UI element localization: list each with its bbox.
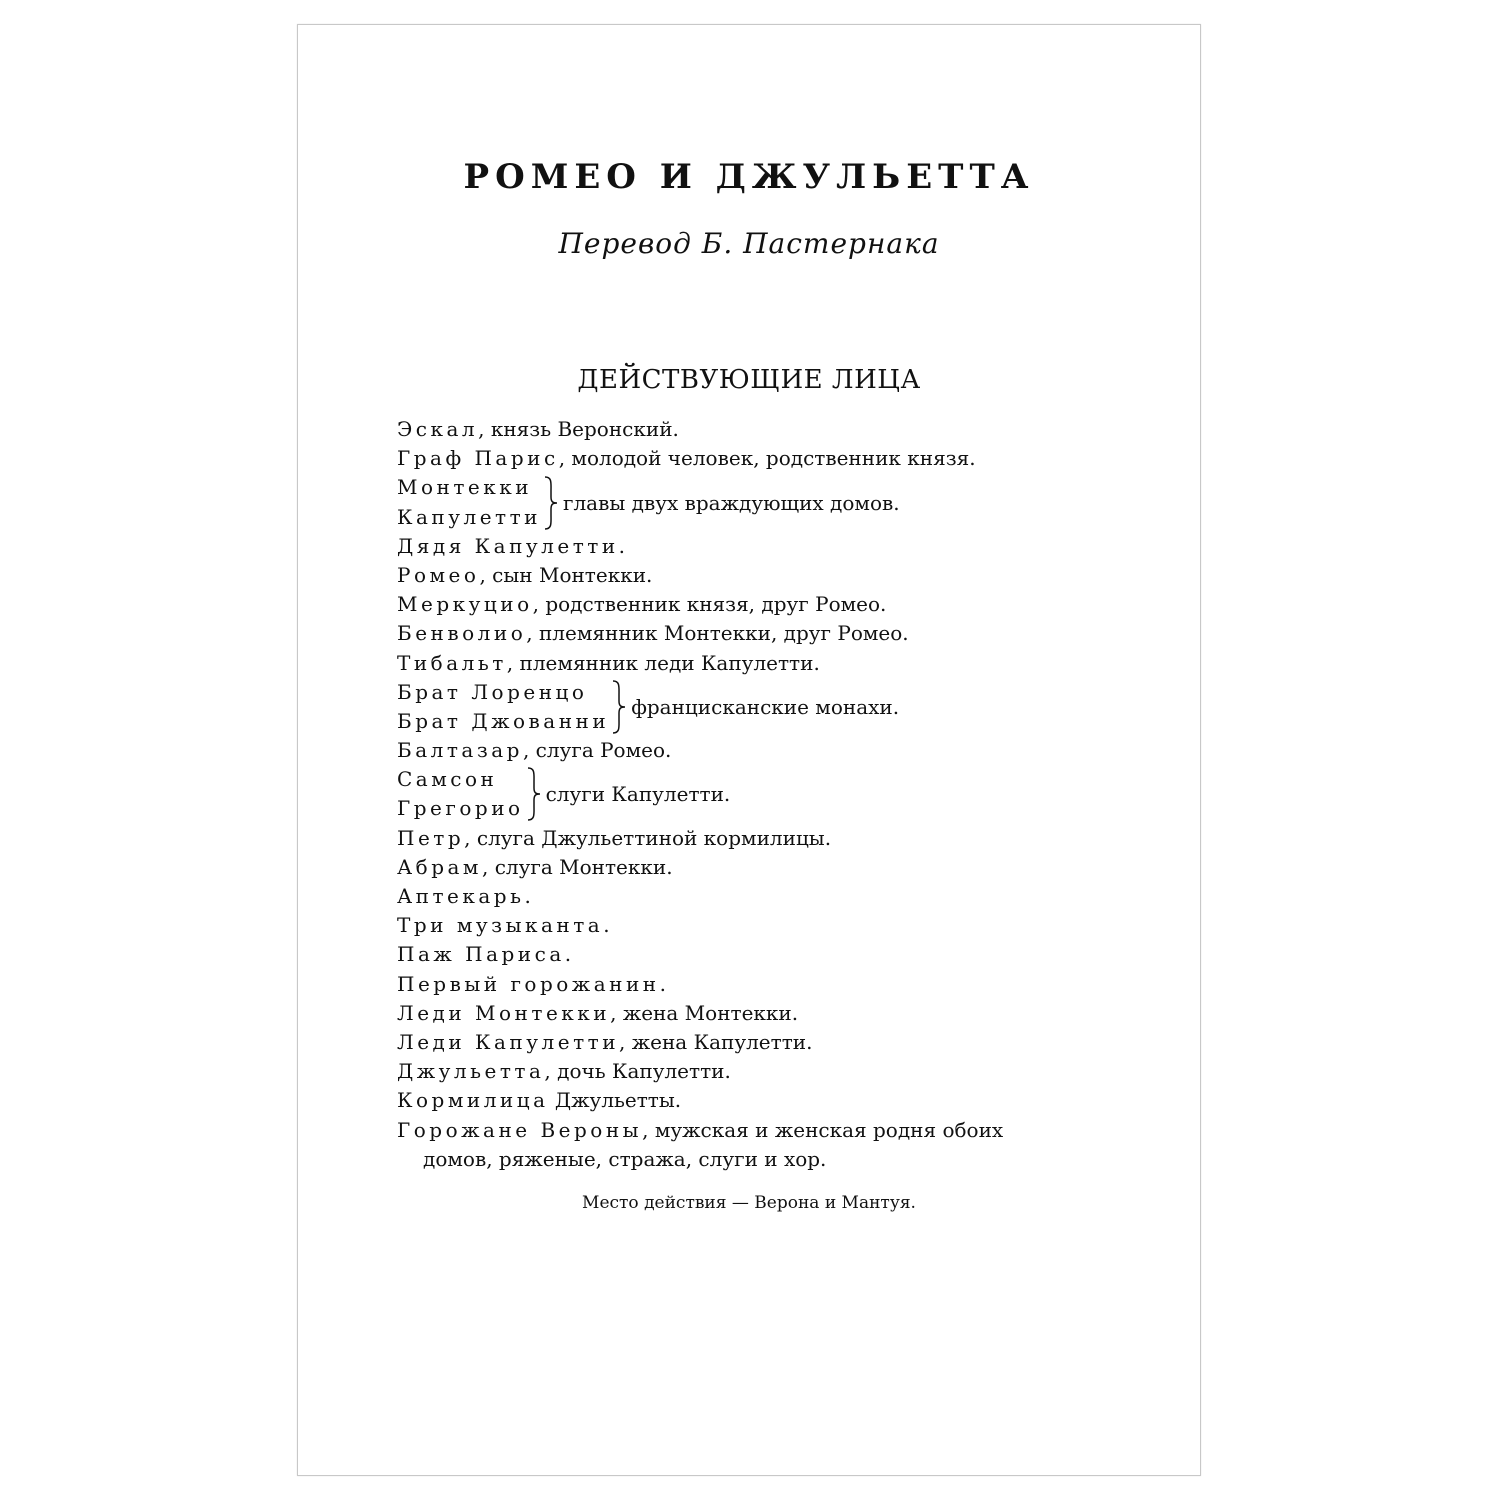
character-name: Аптекарь: [397, 884, 525, 909]
character-entry: [397, 561, 1157, 590]
character-entry: [397, 415, 1157, 444]
character-entry: [397, 590, 1157, 619]
character-description: .: [618, 533, 626, 558]
character-entry: [397, 970, 1157, 999]
character-group: [397, 765, 1157, 823]
character-name: Бенволио: [397, 621, 527, 646]
character-entry: [397, 853, 1157, 882]
character-entry: [397, 1086, 1157, 1115]
character-name: Кормилица: [397, 1088, 549, 1113]
character-description: , мужская и женская родня обоих: [642, 1117, 1004, 1142]
play-title: РОМЕО И ДЖУЛЬЕТТА: [463, 157, 1035, 197]
character-description: .: [603, 913, 610, 938]
character-description: , жена Капулетти.: [619, 1029, 813, 1054]
curly-brace-icon: [543, 475, 559, 531]
character-description: .: [524, 884, 531, 909]
character-description: , слуга Ромео.: [522, 738, 672, 763]
character-name: Самсон: [397, 767, 498, 792]
character-name: Леди Монтекки: [397, 1000, 611, 1025]
character-name: Эскал: [397, 417, 479, 441]
character-name: Первый горожанин: [397, 971, 660, 996]
curly-brace-icon: [526, 766, 542, 822]
characters-list: [397, 415, 1157, 1174]
character-group: [397, 473, 1157, 531]
character-name: Меркуцио: [397, 592, 533, 617]
character-entry-continuation: домов, ряженые, стража, слуги и хор.: [423, 1146, 827, 1171]
characters-heading: ДЕЙСТВУЮЩИЕ ЛИЦА: [577, 365, 921, 395]
group-description: слуги Капулетти.: [545, 782, 731, 807]
character-entry: [397, 999, 1157, 1028]
curly-brace-icon: [611, 679, 627, 735]
character-name: Тибальт: [397, 650, 507, 675]
character-name: Балтазар: [397, 738, 523, 763]
character-name: Джульетта: [397, 1059, 545, 1084]
character-entry: [397, 911, 1157, 940]
character-name: Граф Парис: [397, 446, 559, 471]
character-entry: [397, 824, 1157, 853]
character-name: Капулетти: [397, 504, 541, 529]
character-description: , жена Монтекки.: [610, 1000, 799, 1025]
character-name: Брат Лоренцо: [397, 679, 588, 704]
character-name: Абрам: [397, 854, 482, 879]
character-entry: [397, 882, 1157, 911]
group-description: францисканские монахи.: [631, 694, 900, 719]
character-name: Грегорио: [397, 796, 524, 821]
character-entry: [397, 619, 1157, 648]
character-entry: [397, 1116, 1157, 1145]
character-entry: [397, 532, 1157, 561]
book-page: [297, 24, 1201, 1476]
character-name: Петр: [397, 825, 465, 850]
character-description: Джульетты.: [548, 1088, 682, 1113]
character-name: Монтекки: [397, 475, 533, 500]
character-entry: [397, 649, 1157, 678]
place-of-action: Место действия — Верона и Мантуя.: [582, 1193, 916, 1213]
character-group: [397, 678, 1157, 736]
character-description: .: [659, 971, 666, 996]
character-entry: [397, 1028, 1157, 1057]
character-description: , молодой человек, родственник князя.: [558, 446, 976, 471]
character-name: Горожане Вероны: [397, 1117, 643, 1142]
character-description: , родственник князя, друг Ромео.: [532, 592, 887, 617]
character-description: , сын Монтекки.: [479, 562, 653, 587]
character-entry: [397, 1057, 1157, 1086]
character-description: .: [564, 942, 572, 967]
character-description: , дочь Капулетти.: [544, 1059, 731, 1084]
character-description: , слуга Монтекки.: [481, 854, 673, 879]
character-entry: [397, 940, 1157, 969]
group-description: главы двух враждующих домов.: [563, 490, 900, 515]
translator-subtitle: Перевод Б. Пастернака: [558, 227, 940, 260]
character-entry: [397, 444, 1157, 473]
character-name: Леди Капулетти: [397, 1029, 620, 1054]
character-name: Брат Джованни: [397, 708, 610, 733]
character-name: Ромео: [397, 562, 480, 587]
character-description: , князь Веронский.: [478, 417, 679, 441]
character-description: , племянник Монтекки, друг Ромео.: [526, 621, 909, 646]
character-description: , племянник леди Капулетти.: [506, 650, 820, 675]
character-name: Дядя Капулетти: [397, 533, 619, 558]
character-name: Три музыканта: [397, 913, 604, 938]
character-description: , слуга Джульеттиной кормилицы.: [464, 825, 832, 850]
character-entry: [397, 736, 1157, 765]
character-name: Паж Париса: [397, 942, 565, 967]
